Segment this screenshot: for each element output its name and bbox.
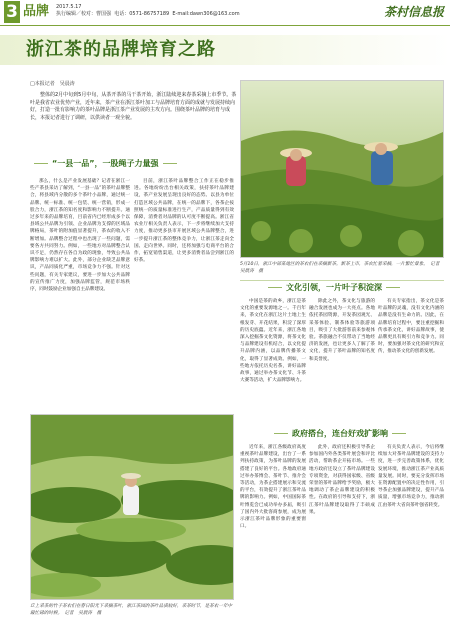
column-8-text: 有关负责人表示，今后将继续加大对茶叶品牌建设的支持力度，进一步完善政策体系，优化发展环境，推动浙江茶产业高质量发展。同时，要充分发挥市场在资源配置中的决定性作用，引导茶企加强品牌建设，提升产品质量，增强市场竞争力，推动浙江由茶叶大省向茶叶强省转变。 <box>378 445 444 508</box>
column-2 <box>134 178 234 408</box>
column-4 <box>309 298 375 418</box>
column-2-text: 目前，浙江茶叶品牌整合工作正在稳步推进。各地纷纷出台相关政策，扶持茶叶品牌建设，茶产业发展呈现出良好的态势。以县为单位打造区域公共品牌，在统一的品牌下，各茶企按照统一的质量标准进行生产，产品质量得到有效保障，消费者对品牌的认可度不断提高。浙江省农业厅相关负责人表示，下一步将继续加大支持力度，推动更多县市开展区域公共品牌整合，进一步提升浙江茶的整体竞争力，让浙江茶走向全国、走向世界。同时，还将加强与电商平台的合作，拓宽销售渠道，让更多消费者品尝到浙江的好茶。 <box>134 179 234 264</box>
section-divider <box>240 280 444 281</box>
byline: □本报记者 吴晨涛 <box>30 81 75 87</box>
newspaper-brand: 茶村信息报 <box>383 5 444 19</box>
photo-1-caption: 5月10日，浙江中部某地区的茶农们在采摘新茶。新茶上市，茶农忙着采摘，一片繁忙景象。 记者 吴晨涛 摄 <box>240 262 445 274</box>
column-4-text: 除此之外，茶文化与旅游的融合发展也成为一大亮点。各地依托茶园资源，开发茶园观光、采茶体验、制茶体验等旅游项目，吸引了大批游客前来参观体验。茶旅融合不仅带动了当地经济的发展，也让更多人了解了茶文化，提升了茶叶品牌的知名度和美誉度。 <box>309 299 375 362</box>
subheading-3: 政府搭台，连台好戏扩影响 <box>270 428 410 440</box>
column-8 <box>378 444 444 634</box>
column-1 <box>30 178 130 408</box>
section-name: 品牌 <box>23 4 50 19</box>
page-header <box>0 0 450 26</box>
column-6 <box>240 444 306 634</box>
column-3-text: 中国是茶的故乡，浙江是茶文化的重要发源地之一。千百年来，茶文化在浙江这片土地上生根发芽、开花结果，积淀了深厚的历史底蕴。近年来，浙江各地深入挖掘茶文化资源，将茶文化与品牌建设有机结合，以文化提升品牌内涵，以品牌传播茶文化，取得了显著成效。例如，一些地方依托历史名茶，讲好品牌故事，通过举办茶文化节、斗茶大赛等活动，扩大品牌影响力。 <box>240 299 306 384</box>
tea-garden-photo <box>30 414 234 600</box>
tea-picking-illustration <box>241 81 444 258</box>
column-7-text: 此外，政府还积极引导茶企参加国内外各类茶叶展会和评比活动，帮助茶企开拓市场。一些地方政府还设立了茶叶品牌建设专项资金，对获得国家级、省级荣誉的茶叶品牌给予奖励，极大地调动了茶企品牌建设的积极性。在政府的引导和支持下，浙江茶叶品牌建设取得了丰硕成果。 <box>309 445 375 515</box>
subheading-1: “一县一品”，一股绳子力量强 <box>30 158 181 170</box>
column-7 <box>309 444 375 634</box>
issue-date: 2017.5.17 <box>56 4 82 10</box>
page-number: 3 <box>4 1 20 23</box>
tea-picking-photo <box>240 80 444 258</box>
subheading-2: 文化引领，一片叶子积淀深 <box>264 282 404 294</box>
phone: 电话：0571-86757189 <box>114 11 170 17</box>
article-title: 浙江茶的品牌培育之路 <box>26 39 216 60</box>
column-3 <box>240 298 306 418</box>
article-intro: 整体的2月中旬到5月中旬，从茶开茶的马干茶开始，浙江陆续迎来春茶采摘上市季节。茶叶是我省农业优势产业，近年来，茶产业在浙江茶叶加工与品牌培育方面的成就与发展持续向好，打造一批有影响力的茶叶品牌是浙江茶产业发展的主攻方向。围绕茶叶品牌的培育与成长，本报记者进行了调研，以供读者一观全貌。 <box>30 92 237 121</box>
tea-garden-illustration <box>31 415 234 600</box>
header-meta <box>56 4 240 18</box>
editors: 执行编辑／校对：曹国强 <box>56 11 112 17</box>
column-5-text: 有关专家指出，茶文化是茶叶品牌的灵魂，没有文化内涵的品牌是没有生命力的。因此，在品牌培育过程中，要注重挖掘和传承茶文化，讲好品牌故事，使品牌更具有吸引力和竞争力。同时，要加强对茶文化的研究和宣传，推动茶文化的创新发展。 <box>378 299 444 355</box>
email: E-mail:dawn306@163.com <box>172 11 240 17</box>
column-5 <box>378 298 444 418</box>
column-1-text: 那么，什么是产业发展基础？记者在浙江一些产茶县采访了解到，“一县一品”的茶叶品牌整合，将县域内分散的多个茶叶小品牌，通过统一品牌、统一标准、统一包装、统一营销，形成一股合力，浙江茶的知名度和影响力不断提升。通过多年来的品牌培育，目前省内已经形成多个以县域公共品牌为引领、企业品牌为支撑的区域品牌格局，茶叶的附加值显著提升，茶农的收入不断增加。品牌整合过程中也出现了一些问题，需要各方共同努力。例如，一些地方对品牌整合认识不足，仍然存在各自为政的现象，导致公共品牌影响力难以扩大。此外，部分企业缺乏品牌意识，产品同质化严重，市场竞争力不强。针对这些问题，有关专家建议，要进一步加大公共品牌的宣传推广力度，加强品牌监管，规范市场秩序，同时鼓励企业加强自主品牌建设。 <box>30 179 130 293</box>
photo-2-caption: 丘上采茶的竹子茶农们在春日阳光下采摘茶叶，浙江茶园的茶叶品质较好，采茶时节，是茶农一年中最忙碌的时候。 记者 吴晨涛 摄 <box>30 604 233 616</box>
column-6-text: 近年来，浙江各级政府高度重视茶叶品牌建设，出台了一系列扶持政策，为茶叶品牌的发展搭建了良好的平台。各地政府通过举办茶博会、茶叶节、推介会等活动，为茶企搭建展示和交流的平台，有效提升了浙江茶叶品牌的影响力。例如，中国国际茶叶博览会已成功举办多届，吸引了国内外大批客商参展，成为展示浙江茶叶品牌形象的重要窗口。 <box>240 445 306 530</box>
